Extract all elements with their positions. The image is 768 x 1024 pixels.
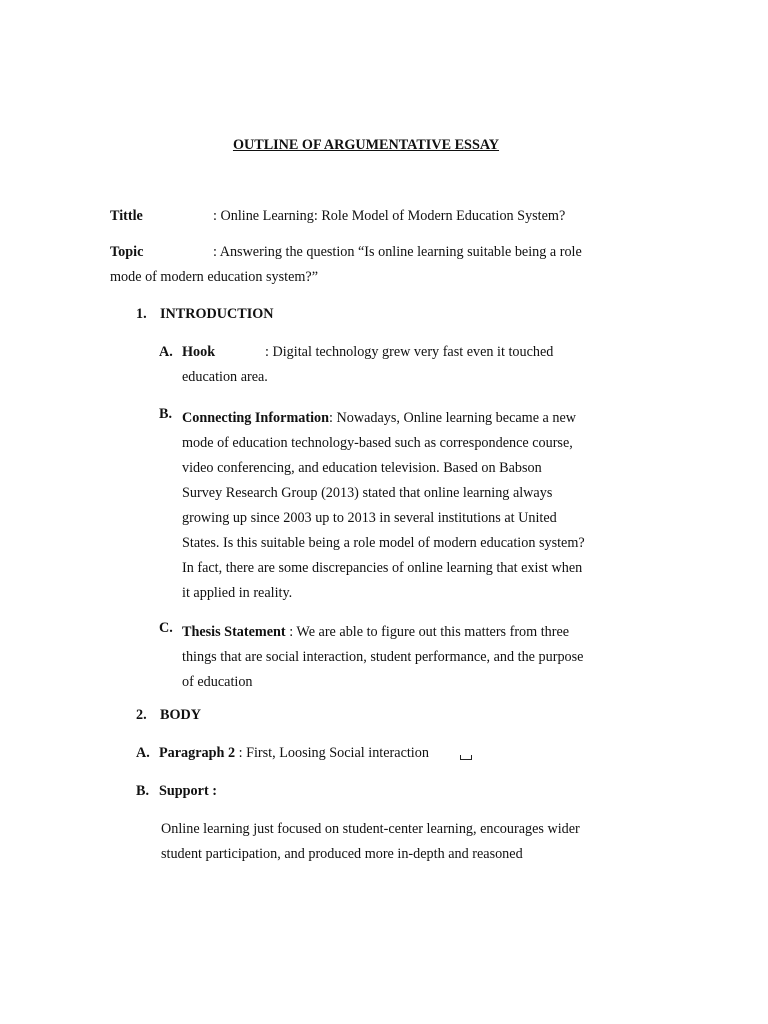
paragraph2-marker: A. (136, 745, 150, 761)
section2-heading: BODY (160, 707, 201, 723)
thesis-line-1: Thesis Statement : We are able to figure out this matters from three (182, 624, 570, 640)
hook-text-line1: : Digital technology grew very fast even it touched (265, 344, 554, 360)
topic-value-line2: mode of modern education system?” (110, 269, 319, 285)
hook-text-line2: education area. (182, 369, 268, 385)
connecting-line-7: In fact, there are some discrepancies of online learning that exist when (182, 560, 583, 576)
support-label: Support : (159, 783, 217, 799)
paragraph2-line (159, 745, 429, 762)
hook-label: Hook (182, 344, 216, 360)
section1-number: 1. (136, 306, 147, 322)
paragraph2-label: Paragraph 2 (159, 745, 236, 761)
item-c-marker: C. (159, 620, 173, 636)
connecting-line-3: video conferencing, and education television. Based on Babson (182, 460, 542, 476)
document-title: OUTLINE OF ARGUMENTATIVE ESSAY (232, 137, 500, 153)
item-b-marker: B. (159, 406, 173, 422)
connecting-line-5: growing up since 2003 up to 2013 in several institutions at United (182, 510, 557, 526)
support-line-2: student participation, and produced more in-depth and reasoned (161, 846, 523, 862)
section2-number: 2. (136, 707, 147, 723)
tittle-value: : Online Learning: Role Model of Modern Education System? (213, 208, 566, 224)
support-line-1: Online learning just focused on student-center learning, encourages wider (161, 821, 580, 837)
connecting-line-8: it applied in reality. (182, 585, 293, 601)
thesis-line-3: of education (182, 674, 253, 690)
connecting-line-6: States. Is this suitable being a role model of modern education system? (182, 535, 585, 551)
section1-heading: INTRODUCTION (160, 306, 274, 322)
thesis-label: Thesis Statement (182, 624, 286, 640)
connecting-line-4: Survey Research Group (2013) stated that online learning always (182, 485, 553, 501)
paragraph2-text: : First, Loosing Social interaction (235, 745, 429, 761)
topic-value-line1: : Answering the question “Is online learning suitable being a role (213, 244, 582, 260)
support-marker: B. (136, 783, 150, 799)
connecting-label: Connecting Information (182, 410, 330, 426)
topic-label: Topic (110, 244, 144, 260)
connecting-line-1: Connecting Information: Nowadays, Online learning became a new (182, 410, 577, 426)
text-cursor-icon (460, 755, 472, 760)
connecting-line-2: mode of education technology-based such as correspondence course, (182, 435, 573, 451)
tittle-label: Tittle (110, 208, 143, 224)
thesis-line-2: things that are social interaction, student performance, and the purpose (182, 649, 584, 665)
item-a-marker: A. (159, 344, 173, 360)
